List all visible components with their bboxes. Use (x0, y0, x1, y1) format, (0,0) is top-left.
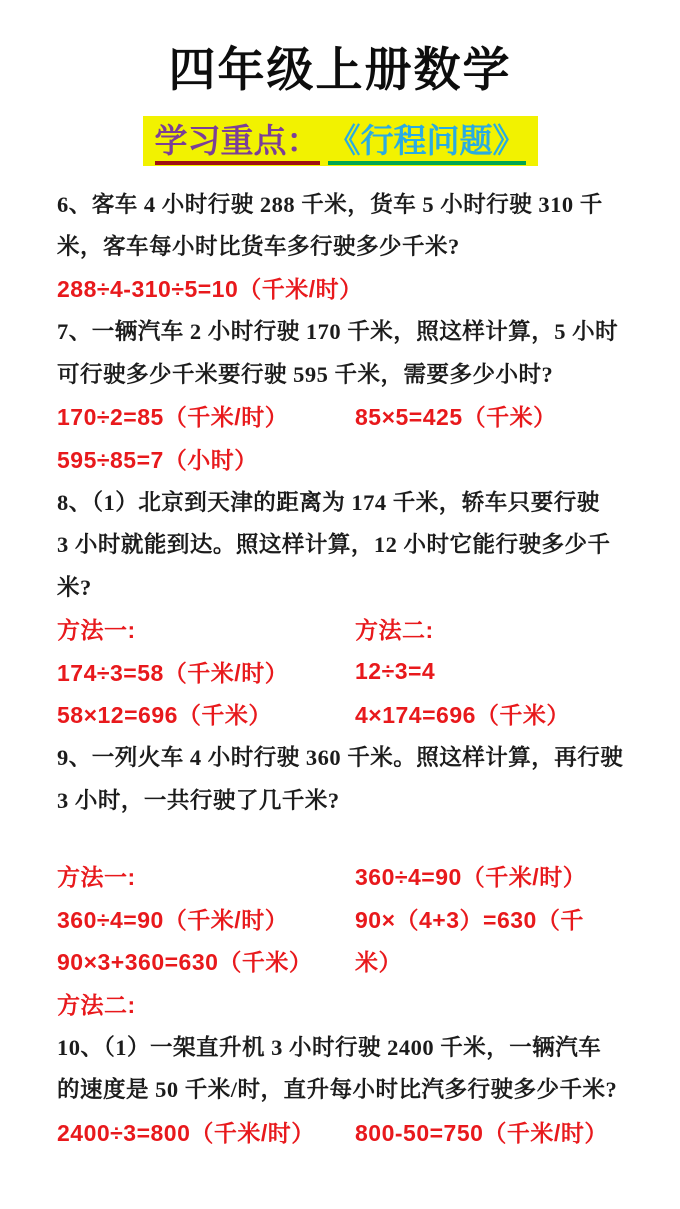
answer-text: 288÷4-310÷5=10（千米/时） (57, 276, 363, 303)
text-line (57, 1067, 640, 1110)
text-line (57, 897, 640, 940)
text-line (57, 437, 640, 480)
focus-banner (143, 116, 538, 167)
answer-text: 方法二: (355, 617, 434, 644)
answer-text: 方法一: (57, 863, 136, 890)
answer-text: 360÷4=90（千米/时） (57, 906, 289, 933)
answer-text: 方法一: (57, 617, 136, 644)
text-line (57, 1025, 640, 1068)
answer-text: 174÷3=58（千米/时） (57, 659, 289, 686)
page-title: 四年级上册数学 (168, 43, 512, 96)
text-line (57, 692, 640, 735)
focus-banner-label: 学习重点： (155, 121, 320, 166)
answer-text: 360÷4=90（千米/时） (355, 863, 587, 890)
answer-text: 800-50=750（千米/时） (355, 1119, 608, 1146)
problem-text: 的速度是 50 千米/时，直升每小时比汽多行驶多少千米? (57, 1077, 618, 1103)
problem-text: 7、一辆汽车 2 小时行驶 170 千米，照这样计算，5 小时 (57, 319, 619, 345)
text-line (57, 565, 640, 608)
problem-text: 可行驶多少千米要行驶 595 千米，需要多少小时? (57, 361, 554, 387)
text-line (57, 266, 640, 309)
problem-text: 6、客车 4 小时行驶 288 千米，货车 5 小时行驶 310 千 (57, 191, 603, 217)
text-line (57, 1110, 640, 1153)
answer-text: 米） (355, 949, 402, 976)
text-line (57, 181, 640, 224)
problem-text: 8、（1）北京到天津的距离为 174 千米，轿车只要行驶 (57, 489, 600, 515)
text-line (57, 607, 640, 650)
text-line (57, 778, 640, 821)
answer-text: 90×3+360=630（千米） (57, 949, 313, 976)
answer-text: 85×5=425（千米） (355, 404, 557, 431)
answer-text: 4×174=696（千米） (355, 702, 570, 729)
text-line (57, 982, 640, 1025)
text-line (57, 939, 640, 982)
text-line (57, 854, 640, 897)
answer-text: 90×（4+3）=630（千 (355, 906, 584, 933)
focus-banner-topic: 《行程问题》 (328, 121, 526, 166)
answer-text: 58×12=696（千米） (57, 702, 272, 729)
text-line (57, 735, 640, 778)
problem-text: 3 小时就能到达。照这样计算，12 小时它能行驶多少千 (57, 532, 611, 558)
problem-text: 9、一列火车 4 小时行驶 360 千米。照这样计算，再行驶 (57, 745, 624, 771)
problem-text: 10、（1）一架直升机 3 小时行驶 2400 千米，一辆汽车 (57, 1034, 602, 1060)
answer-text: 595÷85=7（小时） (57, 446, 258, 473)
problem-text: 米，客车每小时比货车多行驶多少千米? (57, 234, 460, 260)
worksheet-body (0, 166, 680, 1152)
text-line (57, 522, 640, 565)
text-line (57, 309, 640, 352)
text-line (57, 352, 640, 395)
text-line (57, 650, 640, 693)
blank-line (57, 820, 640, 854)
answer-text: 170÷2=85（千米/时） (57, 404, 289, 431)
answer-text: 方法二: (57, 991, 136, 1018)
answer-text: 12÷3=4 (355, 657, 436, 684)
problem-text: 米? (57, 574, 92, 600)
problem-text: 3 小时，一共行驶了几千米? (57, 787, 340, 813)
text-line (57, 224, 640, 267)
text-line (57, 394, 640, 437)
text-line (57, 479, 640, 522)
answer-text: 2400÷3=800（千米/时） (57, 1119, 315, 1146)
